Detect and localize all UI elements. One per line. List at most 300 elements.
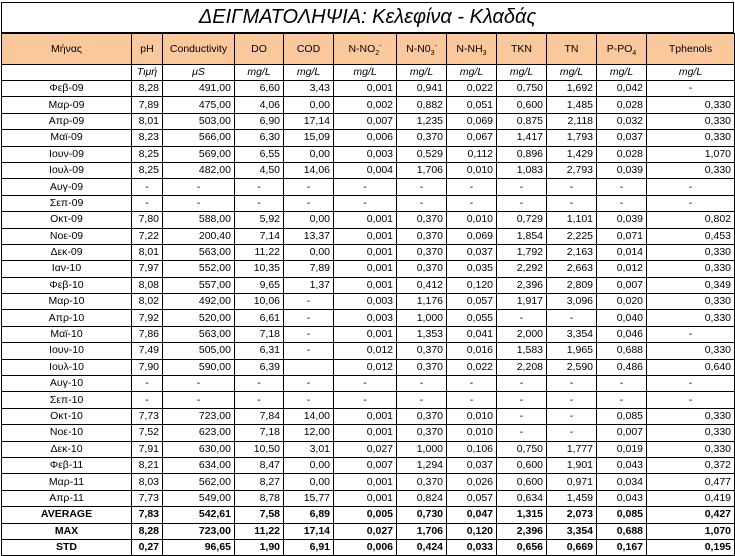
summary-value: 1,90 xyxy=(235,539,284,555)
value-cell: 200,40 xyxy=(163,228,235,244)
summary-label: STD xyxy=(2,539,132,555)
value-cell: 8,02 xyxy=(132,294,163,310)
value-cell: 7,92 xyxy=(132,310,163,326)
summary-value: 7,58 xyxy=(235,507,284,523)
unit-cell: mg/L xyxy=(284,65,334,81)
value-cell: 0,729 xyxy=(497,212,547,228)
value-cell: - xyxy=(447,392,497,408)
month-cell: Αυγ-09 xyxy=(2,179,132,195)
column-header xyxy=(597,34,647,65)
table-row xyxy=(2,212,735,228)
value-cell: 0,600 xyxy=(497,97,547,113)
month-cell: Φεβ-10 xyxy=(2,277,132,293)
value-cell: 3,01 xyxy=(284,441,334,457)
value-cell: 0,120 xyxy=(447,277,497,293)
value-cell: 0,00 xyxy=(284,244,334,260)
value-cell: 0,370 xyxy=(397,343,447,359)
value-cell: 0,071 xyxy=(597,228,647,244)
value-cell xyxy=(284,359,334,375)
column-header: pH xyxy=(132,34,163,65)
value-cell: 0,012 xyxy=(334,343,397,359)
value-cell: - xyxy=(235,376,284,392)
value-cell: 0,006 xyxy=(334,130,397,146)
value-cell: - xyxy=(163,376,235,392)
value-cell: 0,003 xyxy=(334,310,397,326)
table-row xyxy=(2,113,735,129)
value-cell: 6,61 xyxy=(235,310,284,326)
value-cell: - xyxy=(235,392,284,408)
value-cell: 482,00 xyxy=(163,162,235,178)
value-cell: - xyxy=(132,376,163,392)
value-cell: 1,083 xyxy=(497,162,547,178)
value-cell: 7,73 xyxy=(132,490,163,506)
value-cell: 7,52 xyxy=(132,425,163,441)
value-cell: 0,412 xyxy=(397,277,447,293)
column-header: TKN xyxy=(497,34,547,65)
value-cell: 0,043 xyxy=(597,457,647,473)
summary-value: 0,005 xyxy=(334,507,397,523)
value-cell: - xyxy=(497,425,547,441)
value-cell: 0,00 xyxy=(284,97,334,113)
value-cell: 0,875 xyxy=(497,113,547,129)
summary-value: 0,730 xyxy=(397,507,447,523)
unit-cell: mg/L xyxy=(547,65,597,81)
value-cell: 0,007 xyxy=(334,113,397,129)
header-superscript: - xyxy=(434,42,437,49)
value-cell: 7,73 xyxy=(132,408,163,424)
value-cell: - xyxy=(497,392,547,408)
value-cell: 2,793 xyxy=(547,162,597,178)
header-subscript: 3 xyxy=(482,49,487,57)
value-cell: 1,429 xyxy=(547,146,597,162)
value-cell: 0,00 xyxy=(284,146,334,162)
value-cell: 0,106 xyxy=(447,441,497,457)
value-cell: - xyxy=(447,195,497,211)
summary-value: 0,427 xyxy=(647,507,735,523)
value-cell: 0,010 xyxy=(447,408,497,424)
month-cell: Μαϊ-09 xyxy=(2,130,132,146)
value-cell: 3,096 xyxy=(547,294,597,310)
unit-cell: mg/L xyxy=(597,65,647,81)
value-cell: 0,640 xyxy=(647,359,735,375)
value-cell: 7,89 xyxy=(132,97,163,113)
table-row xyxy=(2,244,735,260)
value-cell: - xyxy=(235,179,284,195)
table-row xyxy=(2,441,735,457)
header-superscript: - xyxy=(379,42,382,49)
month-cell: Φεβ-09 xyxy=(2,81,132,97)
summary-value: 1,706 xyxy=(397,523,447,539)
month-cell: Απρ-09 xyxy=(2,113,132,129)
value-cell: 0,003 xyxy=(334,294,397,310)
value-cell: 6,60 xyxy=(235,81,284,97)
value-cell: 8,08 xyxy=(132,277,163,293)
value-cell: 9,65 xyxy=(235,277,284,293)
table-row xyxy=(2,343,735,359)
value-cell: 0,010 xyxy=(447,212,497,228)
value-cell: 0,001 xyxy=(334,81,397,97)
value-cell: - xyxy=(647,81,735,97)
unit-cell: mg/L xyxy=(647,65,735,81)
value-cell: - xyxy=(647,326,735,342)
value-cell: 11,22 xyxy=(235,244,284,260)
summary-value: 11,22 xyxy=(235,523,284,539)
value-cell: 0,042 xyxy=(597,81,647,97)
value-cell: 723,00 xyxy=(163,408,235,424)
value-cell: 0,039 xyxy=(597,162,647,178)
value-cell: 1,854 xyxy=(497,228,547,244)
value-cell: 0,002 xyxy=(334,97,397,113)
value-cell: 0,330 xyxy=(647,441,735,457)
value-cell: 1,792 xyxy=(497,244,547,260)
value-cell: 0,330 xyxy=(647,97,735,113)
value-cell: 0,896 xyxy=(497,146,547,162)
value-cell: 503,00 xyxy=(163,113,235,129)
value-cell: 1,235 xyxy=(397,113,447,129)
value-cell: 0,941 xyxy=(397,81,447,97)
table-row xyxy=(2,162,735,178)
value-cell: 0,001 xyxy=(334,277,397,293)
summary-value: 8,28 xyxy=(132,523,163,539)
value-cell: 566,00 xyxy=(163,130,235,146)
summary-value: 7,83 xyxy=(132,507,163,523)
value-cell: 13,37 xyxy=(284,228,334,244)
value-cell: 1,692 xyxy=(547,81,597,97)
value-cell: 0,085 xyxy=(597,408,647,424)
table-row xyxy=(2,179,735,195)
value-cell: 1,965 xyxy=(547,343,597,359)
value-cell: 2,590 xyxy=(547,359,597,375)
value-cell: 0,824 xyxy=(397,490,447,506)
value-cell: 14,06 xyxy=(284,162,334,178)
value-cell: 1,459 xyxy=(547,490,597,506)
summary-row xyxy=(2,523,735,539)
value-cell: 0,112 xyxy=(447,146,497,162)
value-cell: - xyxy=(447,179,497,195)
table-row xyxy=(2,359,735,375)
value-cell: 0,370 xyxy=(397,130,447,146)
value-cell: 0,007 xyxy=(597,277,647,293)
value-cell: 8,27 xyxy=(235,474,284,490)
summary-value: 1,070 xyxy=(647,523,735,539)
value-cell: 0,330 xyxy=(647,425,735,441)
summary-value: 3,354 xyxy=(547,523,597,539)
unit-cell: mg/L xyxy=(397,65,447,81)
value-cell: 8,23 xyxy=(132,130,163,146)
value-cell: 8,01 xyxy=(132,244,163,260)
value-cell: 0,069 xyxy=(447,228,497,244)
value-cell: 4,50 xyxy=(235,162,284,178)
month-cell: Οκτ-09 xyxy=(2,212,132,228)
value-cell: 2,118 xyxy=(547,113,597,129)
data-table xyxy=(1,33,735,556)
value-cell: - xyxy=(597,376,647,392)
value-cell: 7,86 xyxy=(132,326,163,342)
month-cell: Αυγ-10 xyxy=(2,376,132,392)
value-cell: - xyxy=(284,326,334,342)
unit-cell: mg/L xyxy=(235,65,284,81)
value-cell: 8,78 xyxy=(235,490,284,506)
value-cell: 0,330 xyxy=(647,408,735,424)
value-cell: - xyxy=(132,195,163,211)
month-cell: Νοε-09 xyxy=(2,228,132,244)
value-cell: 2,663 xyxy=(547,261,597,277)
value-cell: 6,90 xyxy=(235,113,284,129)
month-cell: Δεκ-10 xyxy=(2,441,132,457)
value-cell: 0,00 xyxy=(284,212,334,228)
value-cell: 0,051 xyxy=(447,97,497,113)
value-cell: 1,294 xyxy=(397,457,447,473)
header-label: N-NH xyxy=(456,42,483,55)
value-cell: - xyxy=(547,310,597,326)
value-cell: 0,370 xyxy=(397,228,447,244)
month-cell: Νοε-10 xyxy=(2,425,132,441)
value-cell: 0,034 xyxy=(597,474,647,490)
value-cell: 0,372 xyxy=(647,457,735,473)
summary-value: 6,89 xyxy=(284,507,334,523)
value-cell: 0,004 xyxy=(334,162,397,178)
value-cell: - xyxy=(497,408,547,424)
summary-value: 0,033 xyxy=(447,539,497,555)
value-cell: 8,01 xyxy=(132,113,163,129)
table-row xyxy=(2,490,735,506)
table-row xyxy=(2,97,735,113)
table-row xyxy=(2,326,735,342)
column-header: DO xyxy=(235,34,284,65)
value-cell: 0,600 xyxy=(497,474,547,490)
header-label: P-PO xyxy=(606,42,633,55)
value-cell: 2,292 xyxy=(497,261,547,277)
value-cell: 588,00 xyxy=(163,212,235,228)
value-cell: 8,25 xyxy=(132,162,163,178)
value-cell: 0,028 xyxy=(597,97,647,113)
value-cell: 491,00 xyxy=(163,81,235,97)
summary-row xyxy=(2,507,735,523)
value-cell: 0,882 xyxy=(397,97,447,113)
value-cell: 0,001 xyxy=(334,408,397,424)
value-cell: 0,037 xyxy=(447,244,497,260)
value-cell: 505,00 xyxy=(163,343,235,359)
column-header: Μήνας xyxy=(2,34,132,65)
month-cell: Ιουλ-09 xyxy=(2,162,132,178)
value-cell: 1,485 xyxy=(547,97,597,113)
summary-value: 0,195 xyxy=(647,539,735,555)
value-cell: - xyxy=(497,310,547,326)
value-cell: 7,89 xyxy=(284,261,334,277)
column-header xyxy=(334,34,397,65)
value-cell: 0,330 xyxy=(647,162,735,178)
unit-cell: mg/L xyxy=(497,65,547,81)
value-cell: 0,370 xyxy=(397,261,447,277)
value-cell: 0,022 xyxy=(447,359,497,375)
value-cell: 630,00 xyxy=(163,441,235,457)
value-cell: - xyxy=(284,343,334,359)
value-cell: - xyxy=(163,195,235,211)
value-cell: 0,634 xyxy=(497,490,547,506)
value-cell: 0,019 xyxy=(597,441,647,457)
header-subscript: 4 xyxy=(632,49,637,57)
value-cell: - xyxy=(547,376,597,392)
summary-label: MAX xyxy=(2,523,132,539)
value-cell: 0,032 xyxy=(597,113,647,129)
unit-cell xyxy=(2,65,132,81)
table-row xyxy=(2,408,735,424)
value-cell: - xyxy=(397,179,447,195)
value-cell: 8,28 xyxy=(132,81,163,97)
month-cell: Οκτ-10 xyxy=(2,408,132,424)
value-cell: 7,91 xyxy=(132,441,163,457)
value-cell: 7,14 xyxy=(235,228,284,244)
value-cell: - xyxy=(647,376,735,392)
value-cell: - xyxy=(334,392,397,408)
value-cell: - xyxy=(132,392,163,408)
summary-value: 0,167 xyxy=(597,539,647,555)
value-cell: 0,370 xyxy=(397,359,447,375)
header-subscript: 3 xyxy=(430,49,435,57)
value-cell: - xyxy=(235,195,284,211)
value-cell: 0,370 xyxy=(397,212,447,228)
value-cell: 0,067 xyxy=(447,130,497,146)
value-cell: 0,349 xyxy=(647,277,735,293)
column-header xyxy=(397,34,447,65)
value-cell: - xyxy=(497,376,547,392)
value-cell: 8,03 xyxy=(132,474,163,490)
value-cell: 0,688 xyxy=(597,343,647,359)
column-header: COD xyxy=(284,34,334,65)
value-cell: 563,00 xyxy=(163,244,235,260)
table-row xyxy=(2,146,735,162)
month-cell: Ιουν-10 xyxy=(2,343,132,359)
value-cell: 1,101 xyxy=(547,212,597,228)
value-cell: 6,31 xyxy=(235,343,284,359)
value-cell: - xyxy=(284,310,334,326)
value-cell: 0,370 xyxy=(397,425,447,441)
value-cell: 590,00 xyxy=(163,359,235,375)
value-cell: 0,486 xyxy=(597,359,647,375)
summary-value: 2,396 xyxy=(497,523,547,539)
value-cell: 2,163 xyxy=(547,244,597,260)
value-cell: 0,001 xyxy=(334,244,397,260)
header-row xyxy=(2,34,735,65)
value-cell: 623,00 xyxy=(163,425,235,441)
value-cell: 1,417 xyxy=(497,130,547,146)
value-cell: 549,00 xyxy=(163,490,235,506)
value-cell: 10,35 xyxy=(235,261,284,277)
value-cell: 1,176 xyxy=(397,294,447,310)
summary-value: 0,424 xyxy=(397,539,447,555)
summary-value: 0,688 xyxy=(597,523,647,539)
value-cell: - xyxy=(497,179,547,195)
header-subscript: 2 xyxy=(375,49,380,57)
value-cell: 2,000 xyxy=(497,326,547,342)
table-row xyxy=(2,261,735,277)
month-cell: Ιουλ-10 xyxy=(2,359,132,375)
column-header: Tphenols xyxy=(647,34,735,65)
value-cell: 5,92 xyxy=(235,212,284,228)
value-cell: 0,010 xyxy=(447,425,497,441)
value-cell: - xyxy=(132,179,163,195)
value-cell: 0,330 xyxy=(647,310,735,326)
value-cell: 3,43 xyxy=(284,81,334,97)
value-cell: 0,007 xyxy=(334,457,397,473)
table-row xyxy=(2,294,735,310)
month-cell: Ιουν-09 xyxy=(2,146,132,162)
value-cell: 15,09 xyxy=(284,130,334,146)
value-cell: 10,50 xyxy=(235,441,284,457)
summary-row xyxy=(2,539,735,555)
value-cell: - xyxy=(284,392,334,408)
value-cell: - xyxy=(597,179,647,195)
table-row xyxy=(2,392,735,408)
value-cell: - xyxy=(334,195,397,211)
value-cell: - xyxy=(334,179,397,195)
value-cell: 0,039 xyxy=(597,212,647,228)
value-cell: 6,30 xyxy=(235,130,284,146)
value-cell: 7,80 xyxy=(132,212,163,228)
value-cell: 0,007 xyxy=(597,425,647,441)
table-row xyxy=(2,376,735,392)
summary-value: 0,085 xyxy=(597,507,647,523)
value-cell: - xyxy=(163,392,235,408)
value-cell: - xyxy=(284,179,334,195)
month-cell: Μαρ-11 xyxy=(2,474,132,490)
value-cell: - xyxy=(547,195,597,211)
value-cell: 2,396 xyxy=(497,277,547,293)
value-cell: 1,917 xyxy=(497,294,547,310)
value-cell: 0,001 xyxy=(334,212,397,228)
value-cell: - xyxy=(547,392,597,408)
value-cell: 14,00 xyxy=(284,408,334,424)
value-cell: 0,037 xyxy=(447,457,497,473)
value-cell: 0,477 xyxy=(647,474,735,490)
value-cell: 0,001 xyxy=(334,326,397,342)
value-cell: 520,00 xyxy=(163,310,235,326)
value-cell: 0,001 xyxy=(334,474,397,490)
value-cell: 1,353 xyxy=(397,326,447,342)
value-cell: 562,00 xyxy=(163,474,235,490)
value-cell: 0,750 xyxy=(497,441,547,457)
value-cell: 0,012 xyxy=(597,261,647,277)
value-cell: - xyxy=(284,294,334,310)
value-cell: - xyxy=(497,195,547,211)
value-cell: 1,777 xyxy=(547,441,597,457)
value-cell: 0,001 xyxy=(334,490,397,506)
header-label: N-N0 xyxy=(406,42,431,55)
table-row xyxy=(2,228,735,244)
value-cell: 8,21 xyxy=(132,457,163,473)
value-cell: 1,583 xyxy=(497,343,547,359)
value-cell: - xyxy=(397,195,447,211)
value-cell: - xyxy=(397,376,447,392)
value-cell: 1,000 xyxy=(397,441,447,457)
value-cell: - xyxy=(547,425,597,441)
value-cell: 0,370 xyxy=(397,474,447,490)
summary-value: 0,047 xyxy=(447,507,497,523)
value-cell: - xyxy=(284,195,334,211)
value-cell: 2,225 xyxy=(547,228,597,244)
value-cell: - xyxy=(647,195,735,211)
value-cell: 6,39 xyxy=(235,359,284,375)
table-row xyxy=(2,130,735,146)
value-cell: 552,00 xyxy=(163,261,235,277)
value-cell: 1,000 xyxy=(397,310,447,326)
value-cell: 0,529 xyxy=(397,146,447,162)
value-cell: 0,330 xyxy=(647,261,735,277)
value-cell: 7,18 xyxy=(235,425,284,441)
value-cell: 1,070 xyxy=(647,146,735,162)
value-cell: - xyxy=(397,392,447,408)
unit-cell: mg/L xyxy=(447,65,497,81)
